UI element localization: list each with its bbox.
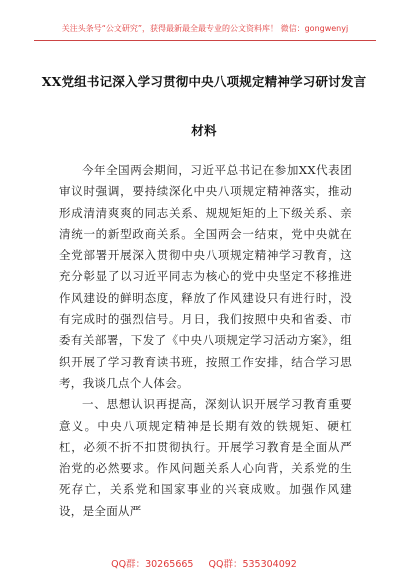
body-paragraph: 今年全国两会期间，习近平总书记在参加XX代表团审议时强调，要持续深化中央八项规定精神落实，推动形成清清爽爽的同志关系、规规矩矩的上下级关系、亲清统一的新型政商关系。全国两会一结束，党中央就在全党部署开展深入贯彻中央八项规定精神学习教育，这充分彰显了以习近平同志为核心的党中央坚定不移推进作风建设的鲜明态度，释放了作风建设只有进行时，没有完成时的强烈信号。月日，我们按照中央和省委、市委有关部署，下发了《中央八项规定学习活动方案》，组织开展了学习教育读书班，按照工作安排，结合学习思考，我谈几点个人体会。 (59, 163, 352, 390)
document-title: XX党组书记深入学习贯彻中央八项规定精神学习研讨发言 (41, 74, 367, 89)
footer-qq-group-1: QQ群：30265665 (111, 559, 194, 570)
footer-qq-group-2: QQ群：535304092 (208, 559, 297, 570)
footer-contact (0, 556, 408, 570)
header-banner: 关注头条号“公文研究”，获得最新最全最专业的公文资料库！ 微信：gongwenyj (61, 24, 349, 33)
document-title-continuation: 材料 (191, 123, 217, 138)
header-divider (34, 40, 376, 41)
document-body (59, 160, 352, 522)
body-paragraph: 一、思想认识再提高，深刻认识开展学习教育重要意义。中央八项规定精神是长期有效的铁规矩、硬杠杠，必须不折不扣贯彻执行。开展学习教育是全面从严治党的必然要求。作风问题关系人心向背，关系党的生死存亡，关系党和国家事业的兴衰成败。加强作风建设，是全面从严 (59, 397, 352, 518)
